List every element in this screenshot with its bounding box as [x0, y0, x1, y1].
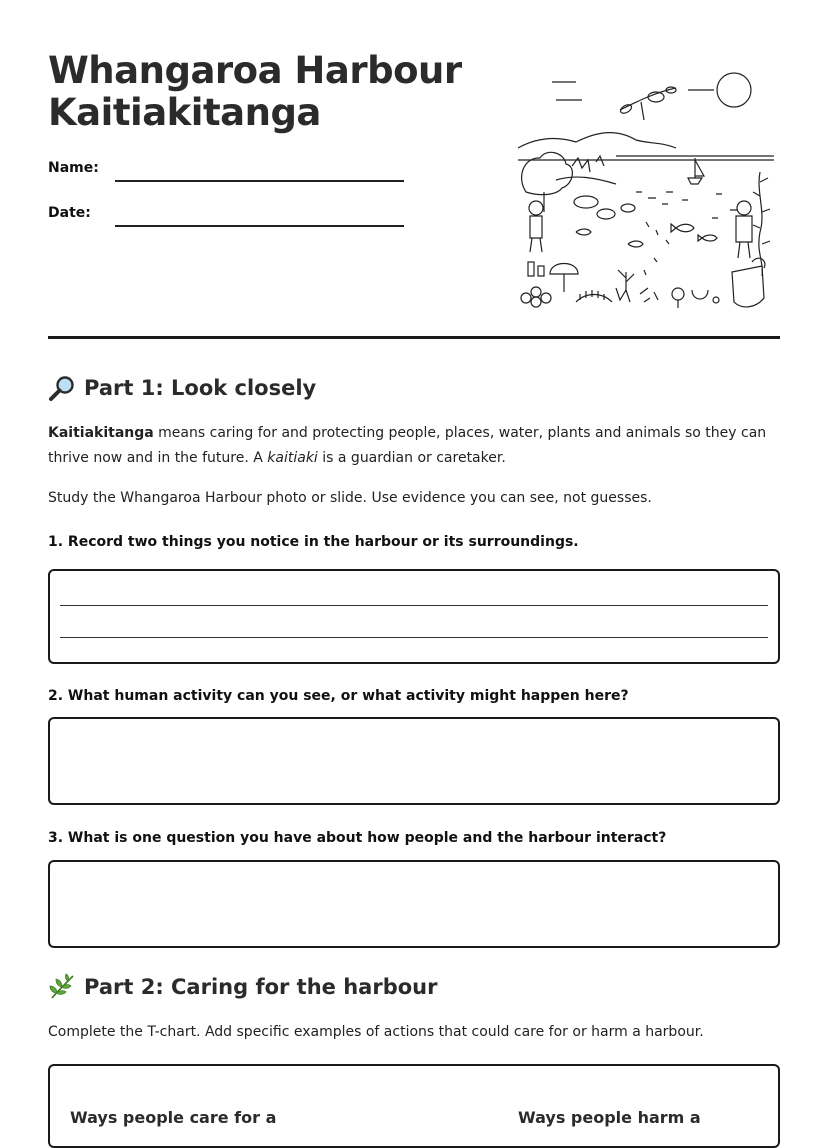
title-line-2: Kaitiakitanga: [48, 91, 321, 134]
question-2: 2. What human activity can you see, or what activity might happen here?: [48, 688, 629, 704]
definition-term: Kaitiakitanga: [48, 425, 154, 441]
worksheet-page: [48, 0, 780, 1127]
harbour-scene-illustration: [516, 62, 774, 314]
answer-box-1[interactable]: [48, 569, 780, 664]
question-1: 1. Record two things you notice in the harbour or its surroundings.: [48, 534, 579, 550]
part2-heading-text: Part 2: Caring for the harbour: [84, 975, 438, 999]
part1-heading: [48, 374, 316, 402]
part2-heading: [48, 973, 437, 1001]
answer-box-3[interactable]: [48, 860, 780, 948]
t-chart[interactable]: [48, 1064, 780, 1148]
part1-instruction: Study the Whangaroa Harbour photo or slide. Use evidence you can see, not guesses.: [48, 490, 652, 506]
date-label: Date:: [48, 205, 91, 221]
tchart-care-heading: Ways people care for a: [70, 1108, 277, 1127]
definition-text-b: is a guardian or caretaker.: [317, 450, 506, 466]
answer-line-2: [60, 637, 768, 638]
herb-leaf-icon: [48, 973, 76, 1001]
kaitiakitanga-definition: [48, 421, 780, 471]
answer-box-2[interactable]: [48, 717, 780, 805]
name-label: Name:: [48, 160, 99, 176]
part1-heading-text: Part 1: Look closely: [84, 376, 317, 400]
definition-text-a: means caring for and protecting people, places, water, plants and animals so they can thrive now and in the future. A: [48, 425, 767, 466]
name-field[interactable]: [115, 180, 404, 182]
tchart-harm-heading: Ways people harm a: [518, 1108, 701, 1127]
header-divider: [48, 336, 780, 339]
part2-instruction: Complete the T-chart. Add specific examples of actions that could care for or harm a harbour.: [48, 1024, 704, 1040]
worksheet-title: [48, 50, 462, 134]
title-line-1: Whangaroa Harbour: [48, 49, 462, 92]
question-3: 3. What is one question you have about how people and the harbour interact?: [48, 830, 667, 846]
answer-line-1: [60, 605, 768, 606]
definition-term-italic: kaitiaki: [267, 450, 318, 466]
date-field[interactable]: [115, 225, 404, 227]
magnifying-glass-icon: [48, 374, 76, 402]
